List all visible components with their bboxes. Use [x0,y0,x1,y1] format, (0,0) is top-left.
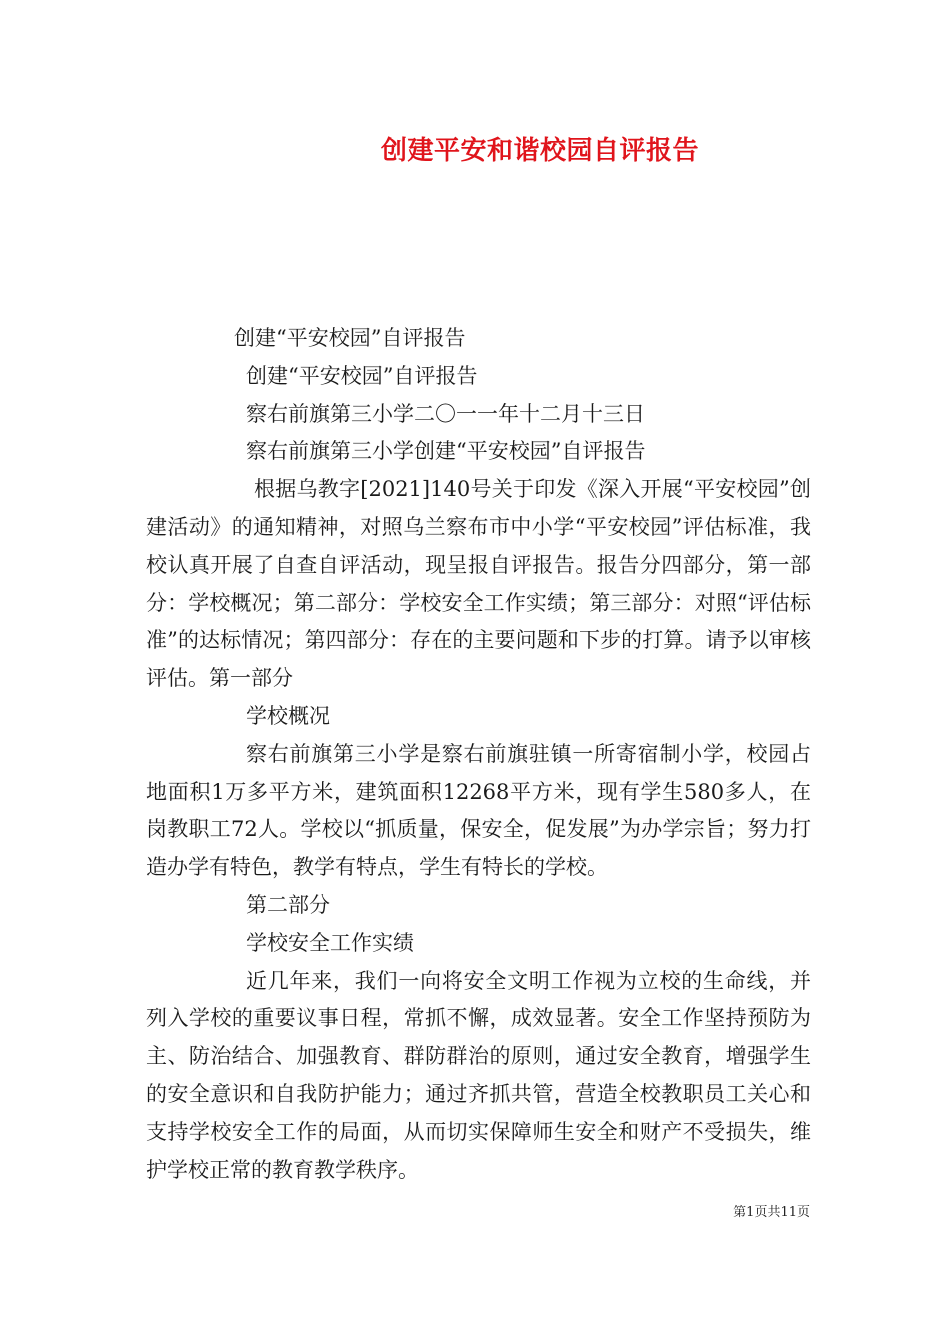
paragraph-subtitle: 察右前旗第三小学创建“平安校园”自评报告 [246,439,646,464]
section-heading-part-two: 第二部分 [246,892,330,917]
section-heading-overview: 学校概况 [246,703,330,728]
section-heading-safety-record: 学校安全工作实绩 [246,930,414,955]
paragraph-overview: 察右前旗第三小学是察右前旗驻镇一所寄宿制小学，校园占地面积1万多平方米，建筑面积12268平方米，现有学生580多人，在岗教职工72人。学校以“抓质量，保安全，促发展”为办学宗旨；努力打造办学有特色，教学有特点，学生有特长的学校。 [146,741,811,880]
paragraph-heading-2: 创建“平安校园”自评报告 [246,363,478,388]
paragraph-heading-1: 创建“平安校园”自评报告 [234,326,466,350]
paragraph-safety-record: 近几年来，我们一向将安全文明工作视为立校的生命线，并列入学校的重要议事日程，常抓不懈，成效显著。安全工作坚持预防为主、防治结合、加强教育、群防群治的原则，通过安全教育，增强学生的安全意识和自我防护能力；通过齐抓共管，营造全校教职员工关心和支持学校安全工作的局面，从而切实保障师生安全和财产不受损失，维护学校正常的教育教学秩序。 [146,968,811,1182]
document-title: 创建平安和谐校园自评报告 [380,136,699,166]
paragraph-intro: 根据乌教字[2021]140号关于印发《深入开展“平安校园”创建活动》的通知精神，对照乌兰察布市中小学“平安校园”评估标准，我校认真开展了自查自评活动，现呈报自评报告。报告分四部分，第一部分：学校概况；第二部分：学校安全工作实绩；第三部分：对照“评估标准”的达标情况；第四部分：存在的主要问题和下步的打算。请予以审核评估。第一部分 [146,477,811,691]
document-body [146,320,811,1189]
page-number: 第1页共11页 [733,1205,810,1220]
paragraph-date: 察右前旗第三小学二〇一一年十二月十三日 [246,401,645,426]
